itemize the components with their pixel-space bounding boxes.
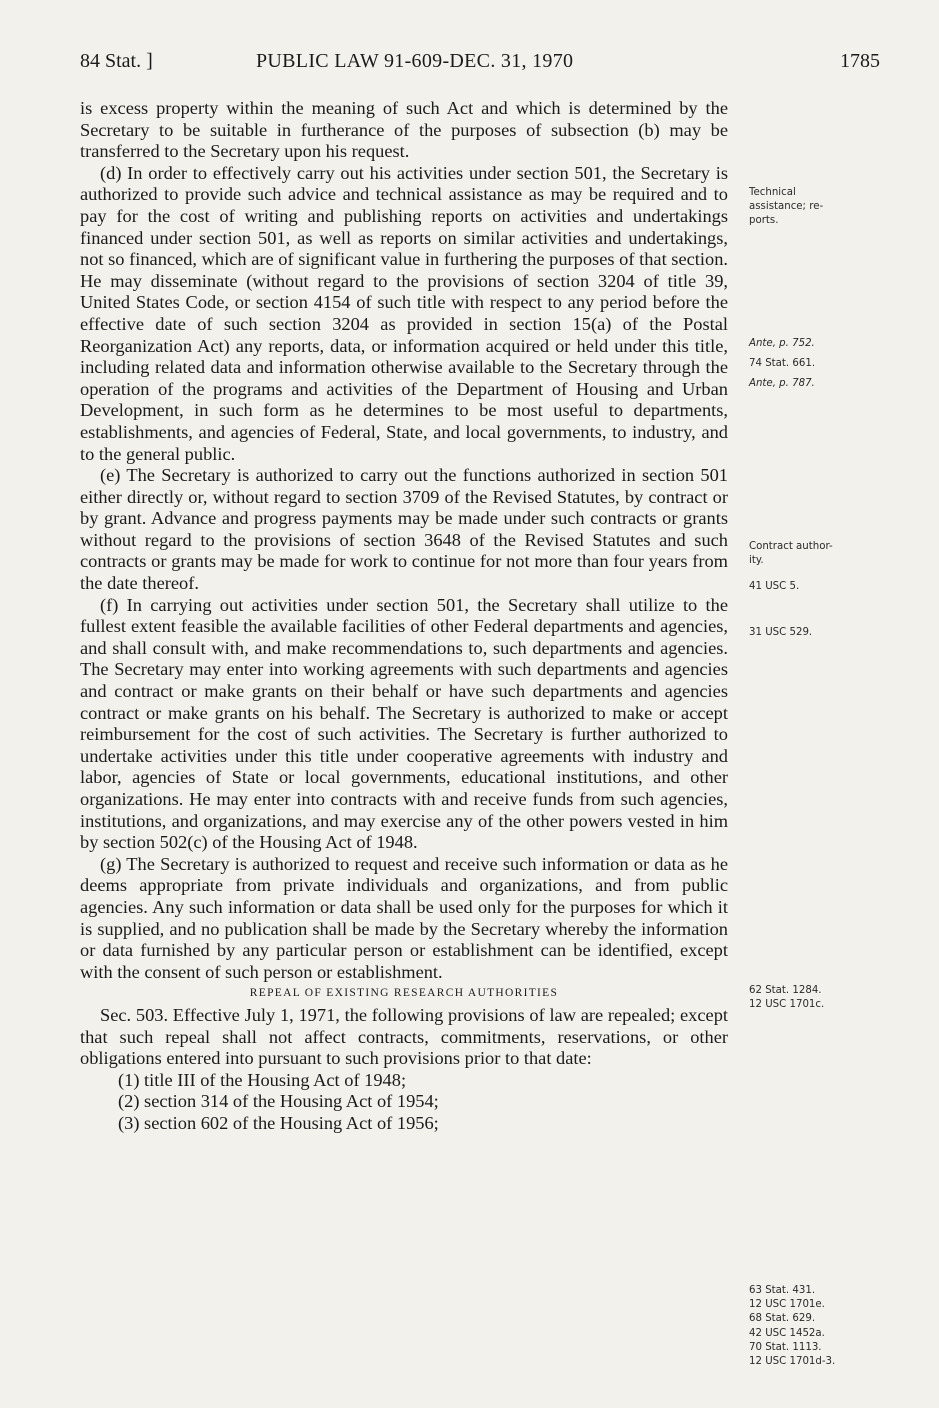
page-header xyxy=(80,50,880,78)
paragraph-g: (g) The Secretary is authorized to request and receive such information or data as he deems appropriate from private individuals and organizations, and from public agencies. Any such information or data shall be used only for the purposes for which it is supplied, and no publication shall be made by the Secretary whereby the information or data furnished by any particular person or establishment can be identified, except with the consent of such person or establishment. xyxy=(80,853,728,982)
paragraph-d: (d) In order to effectively carry out his activities under section 501, the Secretary is authorized to provide such advice and technical assistance as may be required and to pay for the cost of writing and publishing reports on activities and undertakings financed under section 501, as well as reports on similar activities and undertakings, not so financed, which are of significant value in furthering the purposes of that section. He may disseminate (without regard to the provisions of section 3204 of title 39, United States Code, or section 4154 of such title with respect to any period before the effective date of such section 3204 as provided in section 15(a) of the Postal Reorganization Act) any reports, data, or information acquired or held under this title, including related data and information otherwise available to the Secretary through the operation of the programs and activities of the Department of Housing and Urban Development, in such form as he determines to be most useful to departments, establishments, and agencies of Federal, State, and local governments, to industry, and to the general public. xyxy=(80,162,728,464)
volume-reference: 84 Stat. ] xyxy=(80,50,153,72)
law-title: PUBLIC LAW 91-609-DEC. 31, 1970 xyxy=(256,50,574,72)
page-number: 1785 xyxy=(840,50,880,72)
list-item: (1) title III of the Housing Act of 1948; xyxy=(118,1069,407,1090)
list-item: (3) section 602 of the Housing Act of 1956; xyxy=(118,1112,439,1133)
margin-note-ante-refs: Ante, p. 752. 74 Stat. 661. Ante, p. 787. xyxy=(749,338,816,389)
paragraph-f: (f) In carrying out activities under section 501, the Secretary shall utilize to the fullest extent feasible the available facilities of other Federal departments and agencies, and shall consult with, and make recommendations to, such departments and agencies. The Secretary may enter into working agreements with such departments and agencies and contract or make grants on their behalf or have such departments and agencies contract or make grants on his behalf. The Secretary is authorized to make or accept reimbursement for the cost of such activities. The Secretary is further authorized to undertake activities under this title under cooperative agreements with industry and labor, agencies of State or local governments, educational institutions, and other organizations. He may enter into contracts with and receive funds from such agencies, institutions, and organizations, and may exercise any of the other powers vested in him by section 502(c) of the Housing Act of 1948. xyxy=(80,594,728,853)
margin-note-repeal-refs: 63 Stat. 431. 12 USC 1701e. 68 Stat. 629. 42 USC 1452a. 70 Stat. 1113. 12 USC 1701d-3. xyxy=(749,1285,836,1368)
section-503: Sec. 503. Effective July 1, 1971, the following provisions of law are repealed; except that such repeal shall not affect contracts, commitments, reservations, or other obligations entered into pursuant to such provisions prior to that date: xyxy=(80,1004,728,1069)
body-text xyxy=(80,98,728,1135)
paragraph-e: (e) The Secretary is authorized to carry out the functions authorized in section 501 either directly or, without regard to section 3709 of the Revised Statutes, by contract or by grant. Advance and progress payments may be made under such contracts or grants without regard to the provisions of section 3648 of the Revised Statutes and such contracts or grants may be made for work to continue for not more than four years from the date thereof. xyxy=(80,465,728,594)
margin-note-contract: Contract author- ity. xyxy=(749,541,833,567)
paragraph-c-continued: is excess property within the meaning of such Act and which is determined by the Secretary to be suitable in furtherance of the purposes of subsection (b) may be transferred to the Secretary upon his request. xyxy=(80,98,728,162)
margin-note-31-usc: 31 USC 529. xyxy=(749,627,813,638)
margin-note-41-usc: 41 USC 5. xyxy=(749,581,800,592)
margin-note-62-stat: 62 Stat. 1284. 12 USC 1701c. xyxy=(749,985,825,1011)
list-item: (2) section 314 of the Housing Act of 1954; xyxy=(118,1091,439,1112)
section-heading: REPEAL OF EXISTING RESEARCH AUTHORITIES xyxy=(249,987,559,1000)
margin-note-technical: Technical assistance; re- ports. xyxy=(749,187,824,227)
